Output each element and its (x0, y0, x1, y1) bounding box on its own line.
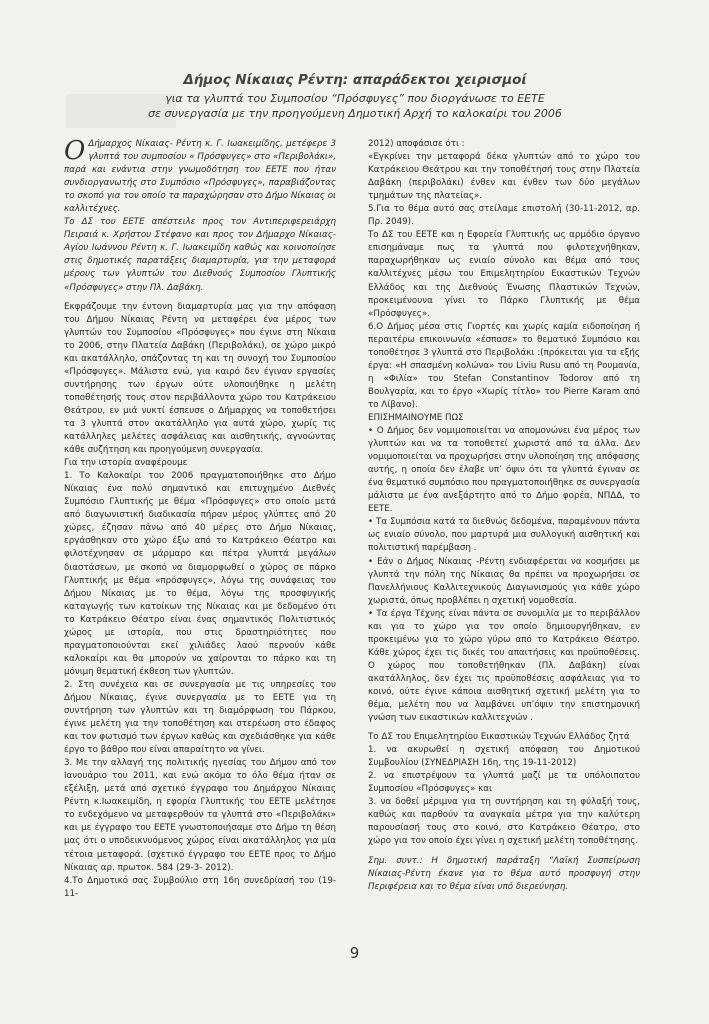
bullet-item: • Εάν ο Δήμος Νίκαιας -Ρέντη ενδιαφέρεται να κοσμήσει με γλυπτά την πόλη της Νίκαιας θα πρέπει να προχωρήσει σε Πανελλήνιους Καλλιτεχνικούς Διαγωνισμούς για κάθε χώρο χωριστά, όπως προβλέπει η σχετική νομοθεσία. (368, 556, 640, 606)
bullet-item: • Τα Συμπόσια κατά τα διεθνώς δεδομένα, παραμένουν πάντα ως ενιαίο σύνολο, που μαρτυρά μια συλλογική αισθητική και πολιτιστική παρέμβαση . (368, 517, 640, 554)
article-title: Δήμος Νίκαιας Ρέντη: απαράδεκτοι χειρισμοί (183, 72, 527, 88)
body-paragraph: Για την ιστορία αναφέρουμε (64, 458, 188, 469)
body-paragraph: Το ΔΣ του ΕΕΤΕ και η Εφορεία Γλυπτικής ως αρμόδιο όργανο επισημάναμε πως τα γλυπτά που φιλοτεχνήθηκαν, παραχωρήθηκαν ως ενιαίο σύνολο και θέμα από τους καλλιτέχνες μέσω του Επιμελητηρίου Εικαστικών Τεχνών Ελλάδος και της Διεθνούς Ένωσης Πλαστικών Τεχνών, προκειμένουνα γίνει το Πάρκο Γλυπτικής με θέμα «Πρόσφυγες». (368, 230, 640, 319)
intro-paragraph-2: Το ΔΣ του ΕΕΤΕ απέστειλε προς τον Αντιπεριφερειάρχη Πειραιά κ. Χρήστου Στέφανο και προς τον Δήμαρχο Νίκαιας- Αγίου Ιωάννου Ρέντη κ. Γ. Ιωακειμίδη καθώς και κοινοποίησε στις δημοτικές παρατάξεις διαμαρτυρία, για την μεταφορά μέρους των γλυπτών του Διεθνούς Συμποσίου Γλυπτικής «Πρόσφυγες» στην Πλ. Δαβάκη. (64, 217, 336, 293)
body-paragraph: «Εγκρίνει την μεταφορά δέκα γλυπτών από το χώρο του Κατράκειου Θεάτρου και την τοποθέτησή τους στην Πλατεία Δαβάκη (περιβολάκι) ένθεν και ένθεν των δύο μεγάλων τμημάτων της πλατείας». (368, 152, 640, 202)
intro-text-1: Δήμαρχος Νίκαιας- Ρέντη κ. Γ. Ιωακειμίδης, μετέφερε 3 γλυπτά του συμποσίου « Πρόσφυγες» στο «Περιβολάκι», παρά και ενάντια στην γνωμοδότηση του ΕΕΤΕ που ήταν συνδιοργανωτής στο Συμπόσιο «Πρόσφυγες», παραβιάζοντας το σκοπό για τον οποίο τα παραχώρησαν στο Δήμο Νίκαιας οι καλλιτέχνες. (64, 139, 336, 215)
section-heading: ΕΠΙΣΗΜΑΙΝΟΥΜΕ ΠΩΣ (368, 412, 464, 423)
bullet-item: • Ο Δήμος δεν νομιμοποιείται να απομονώνει ένα μέρος των γλυπτών και να τα τοποθετεί χωριστά από τα άλλα. Δεν νομιμοποιείται να προχωρήσει στην υλοποίηση της απόφασης αυτής, η οποία δεν έλαβε υπ’ όψιν ότι τα γλυπτά έγιναν σε ένα θεματικό συμπόσιο που πραγματοποιήθηκε σε συνεργασία μάλιστα με ένα ανεξάρτητο από το Δήμο φορέα, ΝΠΔΔ, το ΕΕΤΕ. (368, 426, 640, 515)
intro-paragraph-1 (64, 138, 336, 216)
right-column (368, 138, 640, 894)
body-paragraph: Εκφράζουμε την έντονη διαμαρτυρία μας για την απόφαση του Δήμου Νίκαιας Ρέντη να μεταφέρει ένα μέρος των γλυπτών του Συμποσίου «Πρόσφυγες» που έγινε στη Νίκαια το 2006, στην Πλατεία Δαβάκη (Περιβολάκι), σε χώρο μικρό και ακατάλληλο, σπάζοντας τη και τη συνοχή του Συμποσίου «Πρόσφυγες». Μάλιστα ενώ, για καιρό δεν έγιναν εργασίες συντήρησης των έργων ούτε υλοποιήθηκε η μελέτη τοποθέτησής τους στον περιβάλλοντα χώρο του Κατράκειου Θεάτρου, εν μιά νυκτί έσπευσε ο Δήμαρχος να τοποθετήσει τα 3 γλυπτά στον ακατάλληλο για αυτά χώρο, χωρίς τις κατάλληλες μελέτες ασφάλειας και αισθητικής, αγνοώντας κάθε συζήτηση και προηγούμενη συνεργασία. (64, 301, 336, 456)
page-number: 9 (349, 944, 360, 962)
body-paragraph: 2012) αποφάσισε ότι : (368, 139, 465, 149)
article-subtitle-line-2: σε συνεργασία με την προηγούμενη Δημοτική Αρχή το καλοκαίρι του 2006 (148, 107, 562, 120)
body-paragraph: 2. Στη συνέχεια και σε συνεργασία με τις υπηρεσίες του Δήμου Νίκαιας, έγινε συνεργασία με το ΕΕΤΕ για τη συντήρηση των γλυπτών και τη διαμόρφωση του Πάρκου, έγινε μελέτη για την τοποθέτηση και στερέωση στο έδαφος και τον φωτισμό των έργων καθώς και σχεδιάσθηκε για κάθε έργο το βάθρο που είναι απαραίτητο να γίνει. (64, 679, 336, 756)
drop-cap: Ο (64, 136, 86, 166)
body-paragraph: 3. Με την αλλαγή της πολιτικής ηγεσίας του Δήμου από τον Ιανουάριο του 2011, και ενώ ακόμα το όλο θέμα ήταν σε εξέλιξη, μετά από σχετικό έγγραφο του Δημάρχου Νίκαιας Ρέντη κ.Ιωακειμίδη, η εφορία Γλυπτικής του ΕΕΤΕ μελέτησε το ενδεχόμενο να μεταφερθούν τα γλυπτά στο «Περιβολάκι» και με έγγραφο του ΕΕΤΕ γνωστοποιήσαμε στο Δήμο τη θέση μας ότι ο υποδεικνυόμενος χώρος είναι ακατάλληλος για μία τέτοια μεταφορά. (σχετικό έγγραφο του ΕΕΤΕ προς το Δήμο Νίκαιας αρ. πρωτοκ. 584 (29-3- 2012). (64, 758, 336, 873)
editor-note: Σημ. συντ.: Η δημοτική παράταξη “Λαϊκή Συσπείρωση Νίκαιας-Ρέντη έκανε για το θέμα αυτό προσφυγή στην Περιφέρεια και το θέμα είναι υπό διερεύνηση. (368, 855, 640, 892)
bullet-item: • Τα έργα Τέχνης είναι πάντα σε συνομιλία με το περιβάλλον και για το χώρο για τον οποίο δημιουργήθηκαν, εν προκειμένω για το χώρο γύρω από το Κατράκειο Θέατρο. Κάθε χώρος έχει τις δικές του απαιτήσεις και προϋποθέσεις. Ο χώρος που τοποθετήθηκαν (Πλ. Δαβάκη) είναι ακατάλληλος, δεν έχει τις προϋποθέσεις ασφάλειας για το κοινό, ούτε έγινε κάποια αισθητική σχετική μελέτη για το θέμα, μελέτη που να λαμβάνει υπ’όψιν την επιστημονική γνώση των εικαστικών καλλιτεχνών . (368, 608, 640, 724)
numbered-item: 2. να επιστρέψουν τα γλυπτά μαζί με τα υπόλοιπατου Συμποσίου «Πρόσφυγες» και (368, 771, 640, 795)
numbered-item: 3. να δοθεί μέριμνα για τη συντήρηση και τη φύλαξή τους, καθώς και παρθούν τα αναγκαία μέτρα για την καλύτερη παρουσίασή τους στο κοινό, στο Κατράκειο Θέατρο, στο χώρο για τον οποίο έχει γίνει η σχετική μελέτη τοποθέτησης. (368, 797, 640, 847)
body-paragraph: 4.Το Δημοτικό σας Συμβούλιο στη 16η συνεδρίασή του (19-11- (64, 875, 336, 899)
body-paragraph: 5.Για το θέμα αυτό σας στείλαμε επιστολή (30-11-2012, αρ. Πρ. 2049). (368, 204, 640, 228)
article-subtitle-line-1: για τα γλυπτά του Συμποσίου “Πρόσφυγες” που διοργάνωσε το ΕΕΤΕ (165, 92, 545, 105)
body-paragraph: 6.Ο Δήμος μέσα στις Γιορτές και χωρίς καμία ειδοποίηση ή περαιτέρω επικοινωνία «έσπασε» το θεματικό Συμπόσιο και τοποθέτησε 3 γλυπτά στο Περιβολάκι :(πρόκειται για τα εξής έργα: «Η σπασμένη κολώνα» του Liviu Rusu από τη Ρουμανία, η «Φιλία» του Stefan Constantinov Todorov από τη Βουλγαρία, και το έργο «Χωρίς τίτλο» του Pierre Karam από το Λίβανο). (368, 321, 640, 410)
body-paragraph: 1. Το Καλοκαίρι του 2006 πραγματοποιήθηκε στο Δήμο Νίκαιας ένα πολύ σημαντικό και επιτυχημένο Διεθνές Συμπόσιο Γλυπτικής με θέμα «Πρόσφυγες» στο οποίο μετά από διαγωνιστική διαδικασία πήραν μέρος γλύπτες από 20 χώρες, έζησαν πάνω από 40 μέρες στο Δήμο Νίκαιας, εργάσθηκαν στο χώρο έξω από το Κατράκειο Θέατρο και φιλοτέχνησαν σε μάρμαρο και πέτρα γλυπτά μεγάλων διαστάσεων, με σκοπό να διαμορφωθεί ο χώρος σε πάρκο Γλυπτικής με θέμα «πρόσφυγες», λόγω της συνάφειας του Δήμου Νίκαιας με το θέμα, λόγω της προσφυγικής καταγωγής των κατοίκων της Νίκαιας και με δεδομένο ότι το Κατράκειο Θέατρο είναι ένας σημαντικός Πολιτιστικός χώρος με ιστορία, που στις δραστηριότητες που πραγματοποιούνται εκεί χιλιάδες λαού περνούν κάθε καλοκαίρι και θα μπορούν να χαίρονται το πάρκο και τη μόνιμη θεματική έκθεση των γλυπτών. (64, 471, 336, 677)
article-header (60, 72, 650, 121)
numbered-item: 1. να ακυρωθεί η σχετική απόφαση του Δημοτικού Συμβουλίου (ΣΥΝΕΔΡΙΑΣΗ 16η, της 19-11-2012) (368, 745, 640, 769)
body-paragraph: Το ΔΣ του Επιμελητηρίου Εικαστικών Τεχνών Ελλάδος ζητά (368, 732, 630, 743)
left-column (64, 138, 336, 901)
